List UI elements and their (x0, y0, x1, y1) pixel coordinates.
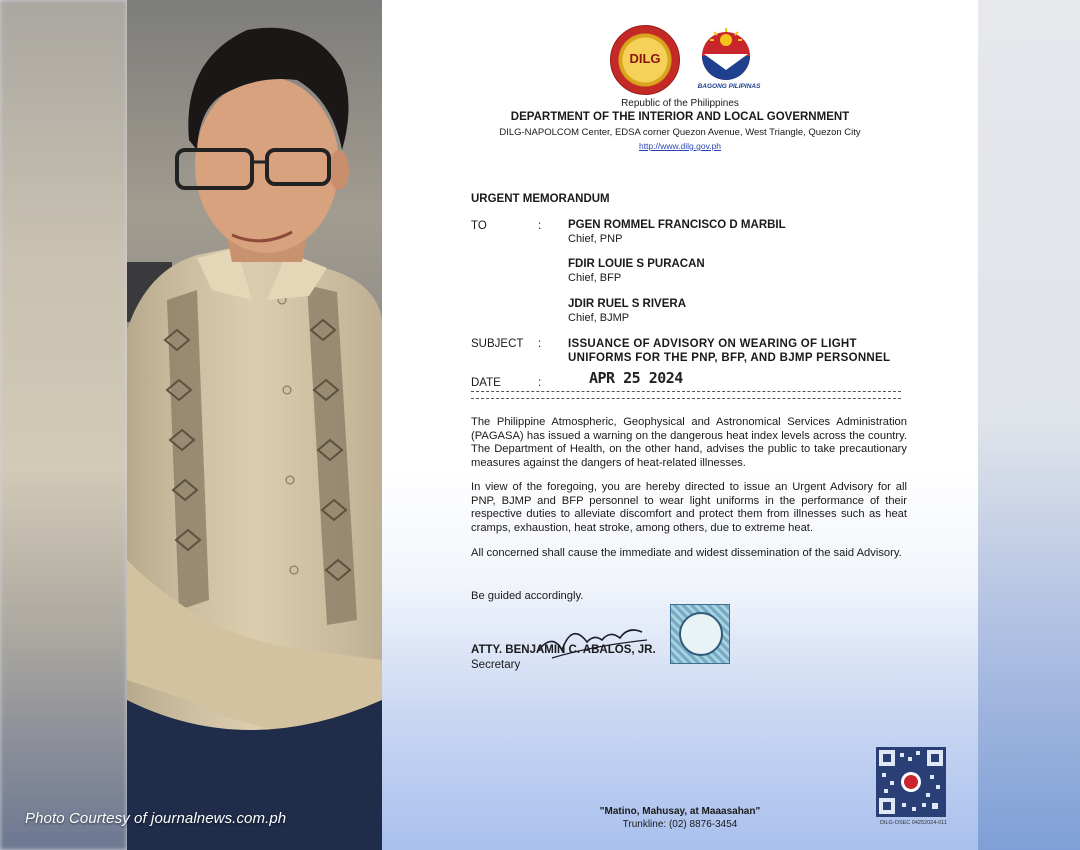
seal-emblem (679, 612, 723, 656)
department-address: DILG-NAPOLCOM Center, EDSA corner Quezon Avenue, West Triangle, Quezon City (499, 127, 861, 138)
to-label: TO (471, 220, 487, 232)
official-seal-stamp (670, 604, 730, 664)
signatory-name: ATTY. BENJAMIN C. ABALOS, JR. (471, 644, 656, 656)
footer-motto: "Matino, Mahusay, at Maaasahan" (599, 806, 761, 817)
recipient-title: Chief, BFP (568, 272, 622, 284)
department-name: DEPARTMENT OF THE INTERIOR AND LOCAL GOVERNMENT (510, 111, 850, 123)
subject-colon: : (538, 338, 542, 350)
bagong-pilipinas-label: BAGONG PILIPINAS (697, 83, 761, 90)
signatory-title: Secretary (471, 659, 521, 671)
footer-trunkline: Trunkline: (02) 8876-3454 (622, 819, 738, 830)
department-website-link[interactable]: http://www.dilg.gov.ph (638, 141, 722, 151)
blurred-background-left (0, 0, 127, 850)
recipient-name: PGEN ROMMEL FRANCISCO D MARBIL (568, 219, 786, 231)
body-paragraph: In view of the foregoing, you are hereby directed to issue an Urgent Advisory for all PNP, BJMP and BFP personnel to wear light uniforms in the performance of their respective duties to alleviate discomfort and protect them from illnesses such as heat cramps, exhaustion, heat stroke, among others, due to extreme heat. (471, 481, 907, 534)
dilg-seal-text: DILG (629, 51, 661, 66)
date-label: DATE (471, 377, 501, 389)
blurred-background-right (978, 0, 1080, 850)
dilg-seal-logo (610, 25, 680, 95)
recipient-title: Chief, BJMP (568, 312, 630, 324)
date-colon: : (538, 377, 542, 389)
subject-label: SUBJECT (471, 338, 524, 350)
subject-text: ISSUANCE OF ADVISORY ON WEARING OF LIGHT UNIFORMS FOR THE PNP, BFP, AND BJMP PERSONNEL (568, 338, 891, 364)
memo-type-heading: URGENT MEMORANDUM (471, 193, 610, 205)
photo-credit-caption: Photo Courtesy of journalnews.com.ph (25, 810, 287, 827)
recipient-name: JDIR RUEL S RIVERA (568, 298, 687, 310)
body-paragraph: All concerned shall cause the immediate and widest dissemination of the said Advisory. (471, 547, 902, 559)
to-colon: : (538, 220, 542, 232)
bagong-pilipinas-logo (692, 26, 760, 86)
closing-line: Be guided accordingly. (471, 590, 584, 602)
recipient-name: FDIR LOUIE S PURACAN (568, 258, 705, 270)
recipient-title: Chief, PNP (568, 233, 623, 245)
double-rule-divider (471, 391, 901, 399)
republic-header: Republic of the Philippines (621, 98, 739, 109)
memorandum-document (382, 0, 978, 850)
body-paragraph: The Philippine Atmospheric, Geophysical and Astronomical Services Administration (PAGASA) has issued a warning on the dangerous heat index levels across the country. The Department of Health, on the other hand, advises the public to take precautionary measures against the dangers of heat-related illnesses. (471, 416, 907, 469)
qr-code-label: DILG-OSEC 04252024-011 (880, 820, 947, 826)
portrait-photo (127, 0, 382, 850)
date-stamp: APR 25 2024 (589, 369, 683, 387)
